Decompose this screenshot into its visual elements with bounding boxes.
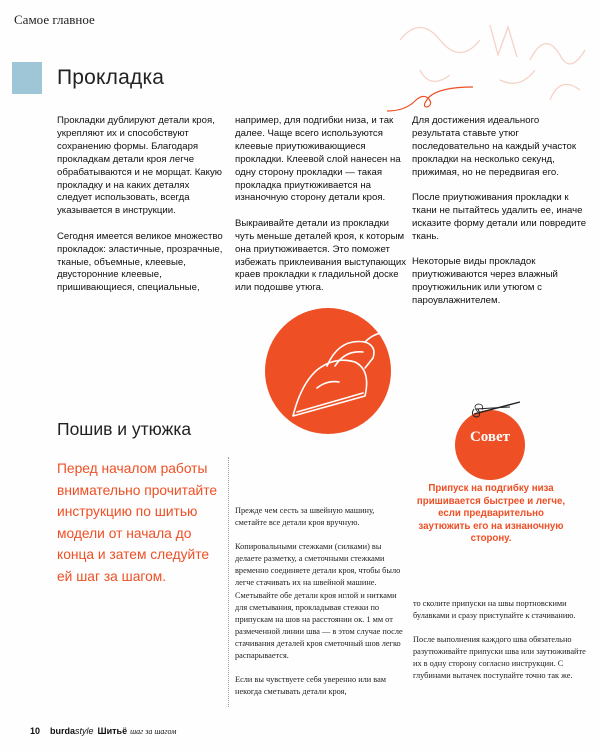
paragraph: Прокладки дублируют детали кроя, укрепляют их и способствуют сохранению формы. Благодаря прокладкам детали кроя легче обрабатываются и не морщат. Какую прокладку и на каких деталях следует использовать, всегда указывается в инструкции. [57,115,222,217]
sewing-column-2 [235,505,407,710]
paragraph: то сколите припуски на швы портновскими булавками и сразу приступайте к стачиванию. [413,599,576,621]
section-title-interfacing: Прокладка [57,66,165,89]
section-title-sewing: Пошив и утюжка [57,419,192,439]
interfacing-column-2 [235,115,407,308]
lead-text: Перед началом работы внимательно прочитайте инструкцию по шитью модели от начала до конца и затем следуйте ей шаг за шагом. [57,461,218,584]
paragraph: Некоторые виды прокладок приутюживаются через влажный проутюжильник или утюгом с пароувлажнителем. [412,256,558,306]
brand-subtitle: шаг за шагом [130,727,177,736]
sewing-column-3 [413,598,587,695]
brand-title: Шитьё [97,726,128,736]
page-footer [30,726,176,736]
page-number: 10 [30,726,41,736]
interfacing-column-1 [57,115,227,308]
brand-style: style [75,726,94,736]
paragraph: Копировальными стежками (силками) вы делаете разметку, а сметочными стежками временно соединяете детали кроя, чтобы было легче стачивать их на швейной машине. Сметывайте обе детали кроя иглой и нитками для сметывания, прокладывая стежки по припускам на шов на расстоянии ок. 1 мм от размеченной линии шва — в этом случае после стачивания деталей кроя сметочный шов легко распарывается. [235,542,403,661]
paragraph: Прежде чем сесть за швейную машину, сметайте все детали кроя вручную. [235,506,375,528]
needle-icon [470,398,530,418]
iron-icon [265,308,391,434]
paragraph: После приутюживания прокладки к ткани не пытайтесь удалить ее, иначе исказите форму детали или повредите ткань. [412,192,587,242]
section-header: Самое главное [14,12,95,27]
paragraph: После выполнения каждого шва обязательно разутюживайте припуски шва или заутюживайте их в одну сторону согласно инструкции. С глубинами вытачек поступайте точно так же. [413,635,586,681]
tip-badge-label: Совет [469,429,511,445]
section-marker [12,62,42,94]
column-divider [228,457,229,707]
paragraph: Для достижения идеального результата ставьте утюг последовательно на каждый участок прокладки на несколько секунд, прижимая, но не передвигая его. [412,115,577,178]
interfacing-column-3 [412,115,587,320]
thread-squiggle [385,85,475,115]
tip-text: Припуск на подгибку низа пришивается быстрее и легче, если предварительно заутюжить его на изнаночную сторону. [416,483,566,544]
paragraph: Выкраивайте детали из прокладки чуть меньше деталей кроя, к которым она приутюживается. Это поможет избежать приклеивания выступающих краев прокладки к гладильной доске или подошве утюга. [235,217,407,294]
paragraph: Сегодня имеется великое множество прокладок: эластичные, прозрачные, тканые, объемные, клеевые, двусторонние клеевые, пришивающиеся, специальные, [57,230,223,294]
paragraph: Если вы чувствуете себя уверенно или вам некогда сметывать детали кроя, [235,675,387,697]
brand-burda: burda [50,726,76,736]
paragraph: например, для подгибки низа, и так далее. Чаще всего используются клеевые приутюживающиеся прокладки. Клеевой слой нанесен на одну сторону прокладки — такая прокладка приутюживается на изнаночную сторону детали кроя. [235,115,401,204]
